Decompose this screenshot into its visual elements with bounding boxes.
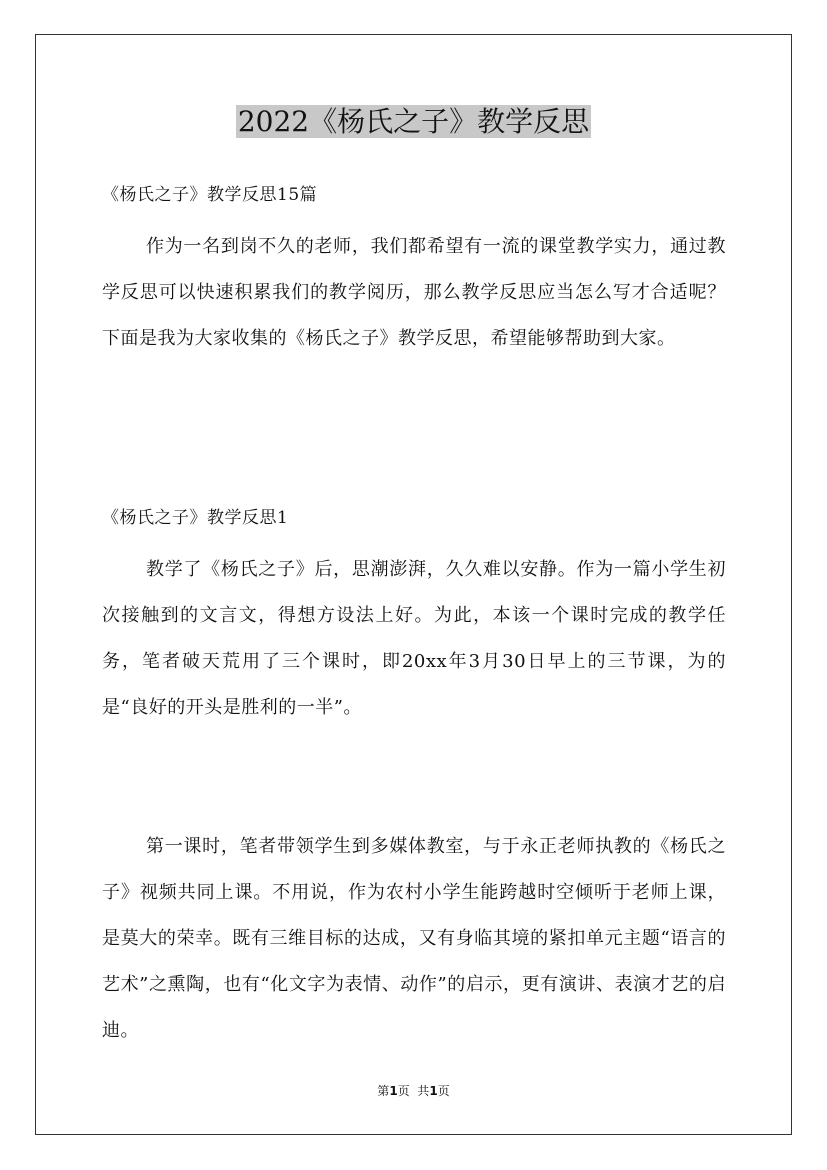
intro-heading: 《杨氏之子》教学反思15篇 [102,185,318,205]
section-1-body-2 [102,824,726,1054]
footer-page-number: 1 [389,1084,398,1098]
intro-section [102,180,726,210]
section-paragraph-1: 教学了《杨氏之子》后，思潮澎湃，久久难以安静。作为一篇小学生初次接触到的文言文，得想方设法上好。为此，本该一个课时完成的教学任务，笔者破天荒用了三个课时，即20xx年3月30日早上的三节课，为的是“良好的开头是胜利的一半”。 [102,559,726,718]
page-footer [0,1082,827,1099]
intro-body [102,224,726,362]
footer-mid: 页 共 [397,1084,430,1098]
section-paragraph-2: 第一课时，笔者带领学生到多媒体教室，与于永正老师执教的《杨氏之子》视频共同上课。不用说，作为农村小学生能跨越时空倾听于老师上课，是莫大的荣幸。既有三维目标的达成，又有身临其境的紧扣单元主题“语言的艺术”之熏陶，也有“化文字为表情、动作”的启示，更有演讲、表演才艺的启迪。 [102,836,726,1041]
document-title [0,100,827,144]
intro-paragraph: 作为一名到岗不久的老师，我们都希望有一流的课堂教学实力，通过教学反思可以快速积累我们的教学阅历，那么教学反思应当怎么写才合适呢？下面是我为大家收集的《杨氏之子》教学反思，希望能够帮助到大家。 [102,236,726,349]
title-text: 2022《杨氏之子》教学反思 [237,105,590,138]
footer-suffix: 页 [437,1084,450,1098]
footer-prefix: 第 [377,1084,390,1098]
section-1-heading-block [102,503,726,533]
section-1-body [102,547,726,731]
footer-total-pages: 1 [429,1084,438,1098]
section-heading: 《杨氏之子》教学反思1 [102,508,289,528]
